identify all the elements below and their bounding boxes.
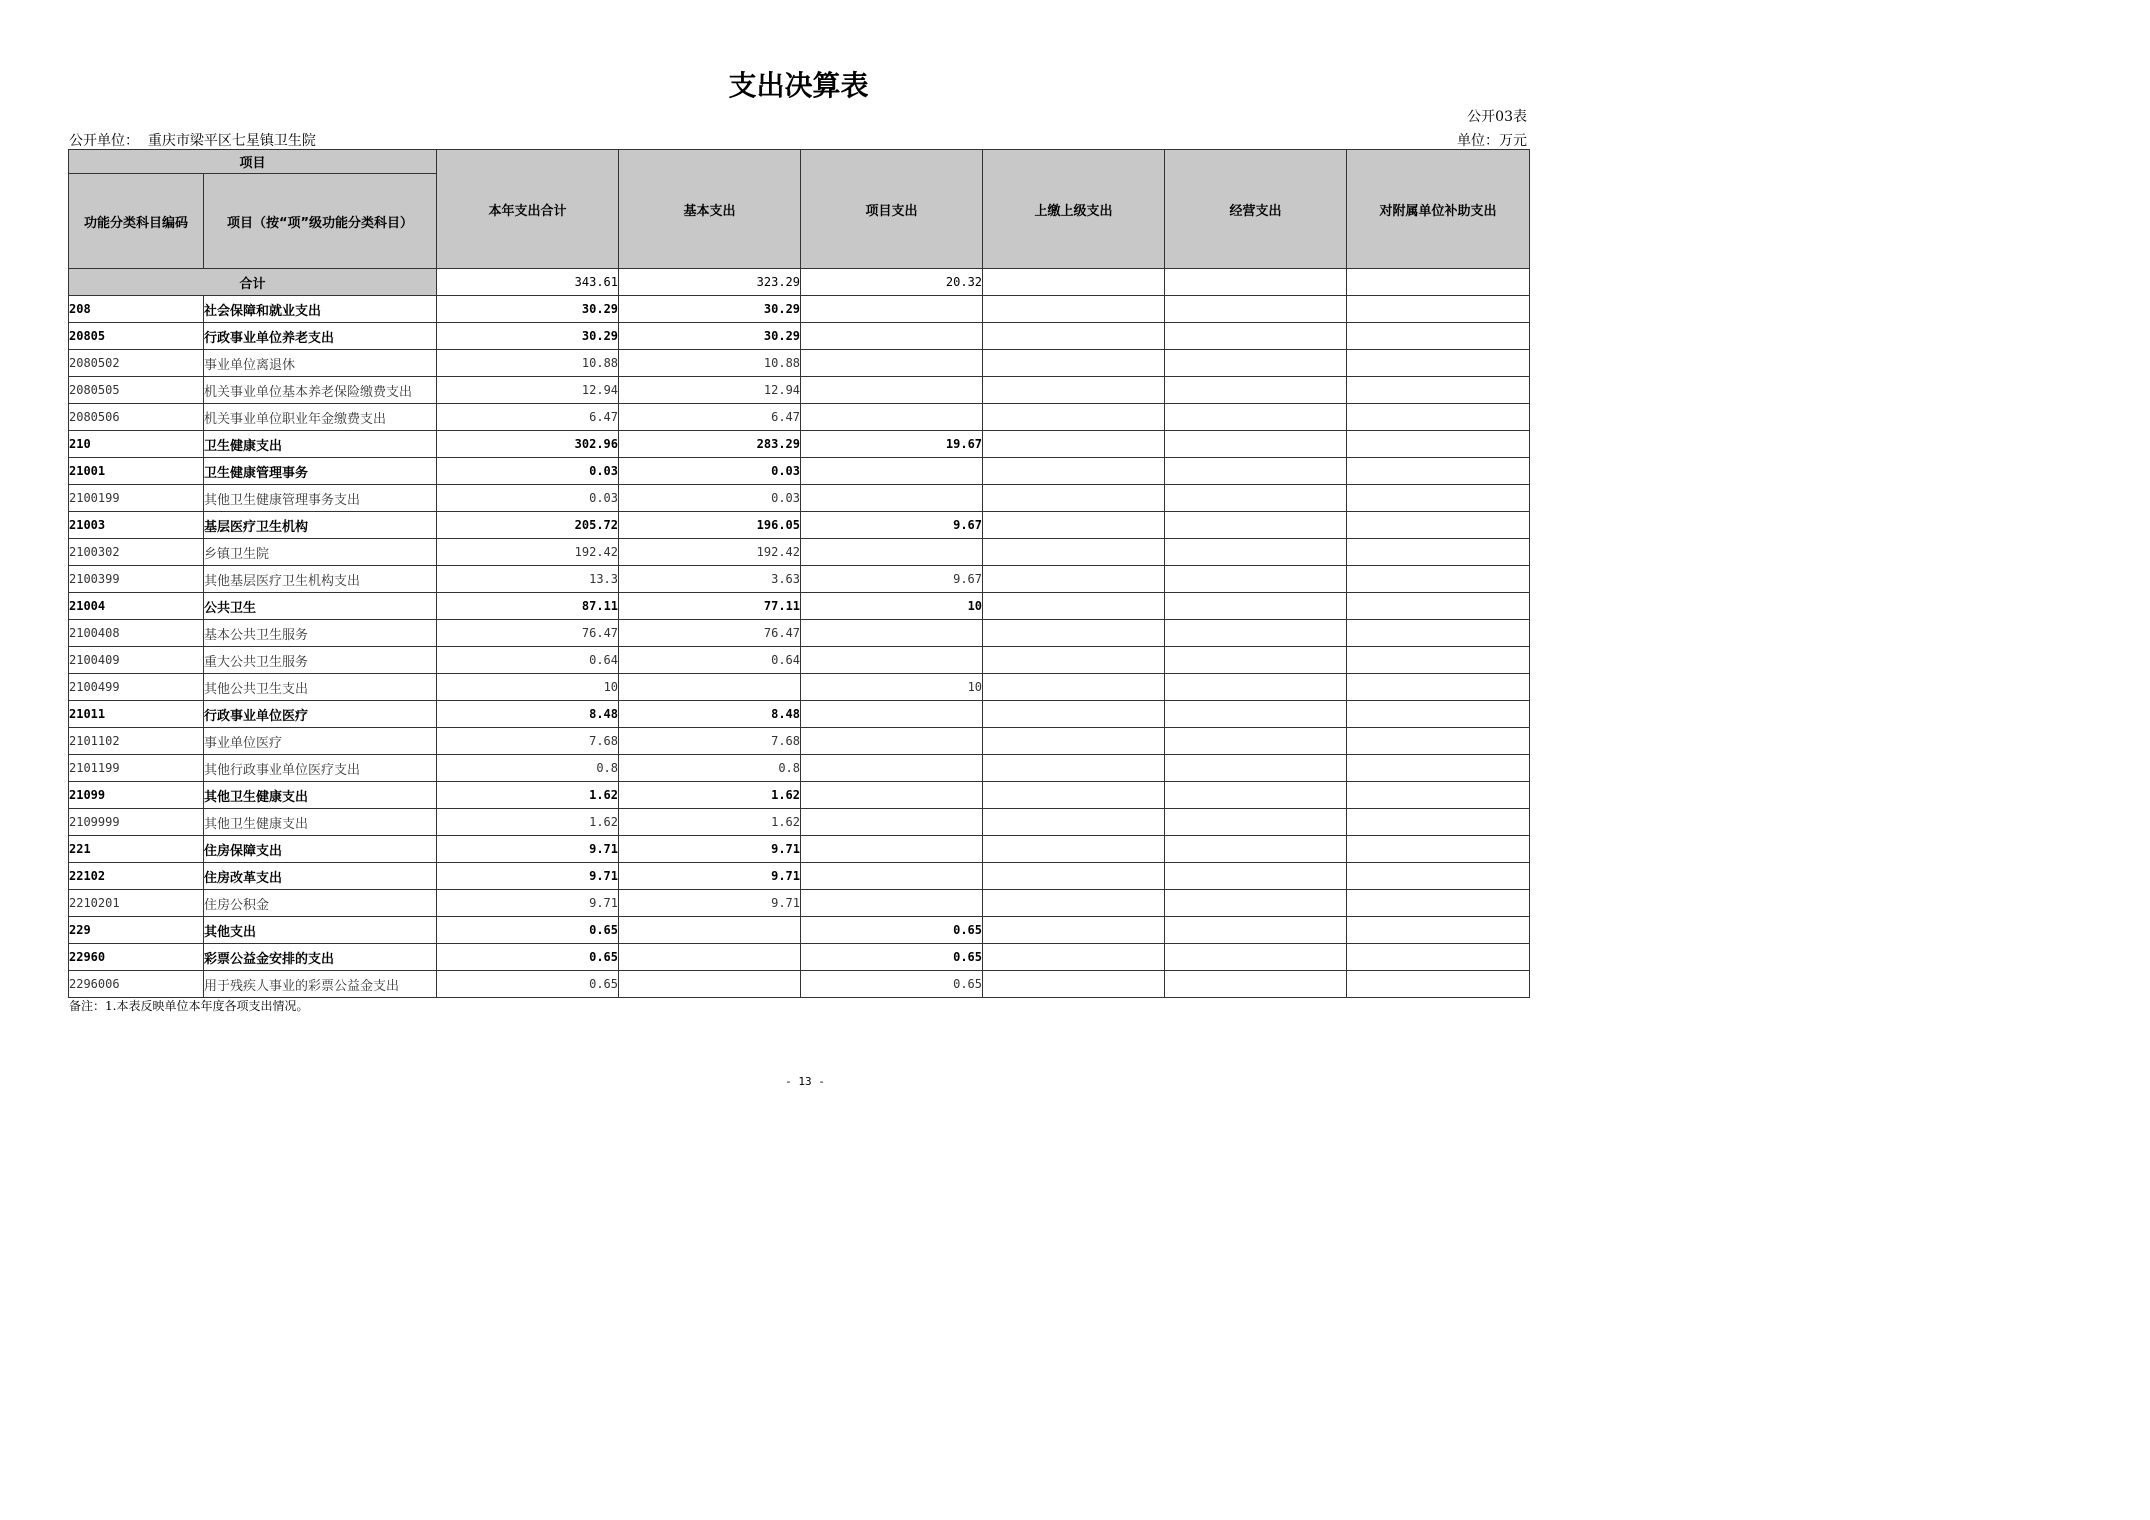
row-total: 10.88 bbox=[437, 350, 619, 377]
row-code: 2100499 bbox=[69, 674, 204, 701]
row-project: 0.65 bbox=[801, 944, 983, 971]
table-row bbox=[69, 323, 1530, 350]
row-subsidy bbox=[1347, 539, 1530, 566]
footnote: 备注：1.本表反映单位本年度各项支出情况。 bbox=[69, 999, 309, 1013]
row-project: 9.67 bbox=[801, 566, 983, 593]
header-total: 本年支出合计 bbox=[437, 150, 619, 269]
row-upper bbox=[983, 485, 1165, 512]
row-project bbox=[801, 323, 983, 350]
row-project bbox=[801, 350, 983, 377]
row-basic: 76.47 bbox=[619, 620, 801, 647]
row-subsidy bbox=[1347, 566, 1530, 593]
table-row bbox=[69, 782, 1530, 809]
row-project bbox=[801, 782, 983, 809]
row-subsidy bbox=[1347, 512, 1530, 539]
row-upper bbox=[983, 944, 1165, 971]
table-row bbox=[69, 539, 1530, 566]
row-name: 机关事业单位职业年金缴费支出 bbox=[204, 404, 437, 431]
table-row bbox=[69, 701, 1530, 728]
total-basic: 323.29 bbox=[619, 269, 801, 296]
row-subsidy bbox=[1347, 728, 1530, 755]
row-name: 社会保障和就业支出 bbox=[204, 296, 437, 323]
row-total: 8.48 bbox=[437, 701, 619, 728]
row-project: 9.67 bbox=[801, 512, 983, 539]
row-business bbox=[1165, 944, 1347, 971]
row-project: 10 bbox=[801, 674, 983, 701]
table-row bbox=[69, 512, 1530, 539]
row-business bbox=[1165, 350, 1347, 377]
row-total: 192.42 bbox=[437, 539, 619, 566]
row-business bbox=[1165, 296, 1347, 323]
row-subsidy bbox=[1347, 809, 1530, 836]
row-subsidy bbox=[1347, 836, 1530, 863]
row-upper bbox=[983, 809, 1165, 836]
row-project: 0.65 bbox=[801, 971, 983, 998]
total-business bbox=[1165, 269, 1347, 296]
header-business: 经营支出 bbox=[1165, 150, 1347, 269]
table-row bbox=[69, 944, 1530, 971]
row-basic: 30.29 bbox=[619, 296, 801, 323]
row-upper bbox=[983, 377, 1165, 404]
row-project bbox=[801, 377, 983, 404]
row-subsidy bbox=[1347, 755, 1530, 782]
row-upper bbox=[983, 755, 1165, 782]
row-subsidy bbox=[1347, 458, 1530, 485]
row-code: 210 bbox=[69, 431, 204, 458]
row-basic bbox=[619, 674, 801, 701]
row-upper bbox=[983, 512, 1165, 539]
row-subsidy bbox=[1347, 890, 1530, 917]
row-basic: 77.11 bbox=[619, 593, 801, 620]
table-row bbox=[69, 485, 1530, 512]
row-total: 10 bbox=[437, 674, 619, 701]
row-basic: 0.03 bbox=[619, 485, 801, 512]
row-upper bbox=[983, 674, 1165, 701]
row-subsidy bbox=[1347, 404, 1530, 431]
row-business bbox=[1165, 620, 1347, 647]
row-upper bbox=[983, 431, 1165, 458]
row-business bbox=[1165, 863, 1347, 890]
row-name: 基层医疗卫生机构 bbox=[204, 512, 437, 539]
row-project bbox=[801, 863, 983, 890]
row-code: 22102 bbox=[69, 863, 204, 890]
row-subsidy bbox=[1347, 944, 1530, 971]
row-subsidy bbox=[1347, 647, 1530, 674]
row-total: 6.47 bbox=[437, 404, 619, 431]
header-basic: 基本支出 bbox=[619, 150, 801, 269]
row-code: 2109999 bbox=[69, 809, 204, 836]
row-basic: 1.62 bbox=[619, 809, 801, 836]
row-subsidy bbox=[1347, 917, 1530, 944]
row-business bbox=[1165, 512, 1347, 539]
header-name: 项目（按“项”级功能分类科目） bbox=[204, 174, 437, 269]
row-name: 机关事业单位基本养老保险缴费支出 bbox=[204, 377, 437, 404]
header-upper: 上缴上级支出 bbox=[983, 150, 1165, 269]
row-basic: 196.05 bbox=[619, 512, 801, 539]
row-project bbox=[801, 701, 983, 728]
row-upper bbox=[983, 296, 1165, 323]
row-subsidy bbox=[1347, 971, 1530, 998]
row-basic: 283.29 bbox=[619, 431, 801, 458]
row-basic: 9.71 bbox=[619, 890, 801, 917]
row-project bbox=[801, 755, 983, 782]
row-code: 21001 bbox=[69, 458, 204, 485]
row-total: 205.72 bbox=[437, 512, 619, 539]
row-code: 2101102 bbox=[69, 728, 204, 755]
row-business bbox=[1165, 458, 1347, 485]
row-code: 2080506 bbox=[69, 404, 204, 431]
row-business bbox=[1165, 404, 1347, 431]
row-name: 其他公共卫生支出 bbox=[204, 674, 437, 701]
row-basic bbox=[619, 971, 801, 998]
row-basic: 30.29 bbox=[619, 323, 801, 350]
row-name: 行政事业单位医疗 bbox=[204, 701, 437, 728]
row-upper bbox=[983, 890, 1165, 917]
reporting-unit bbox=[69, 130, 316, 150]
row-project bbox=[801, 485, 983, 512]
row-subsidy bbox=[1347, 485, 1530, 512]
row-name: 其他行政事业单位医疗支出 bbox=[204, 755, 437, 782]
row-business bbox=[1165, 809, 1347, 836]
row-upper bbox=[983, 323, 1165, 350]
row-basic: 0.03 bbox=[619, 458, 801, 485]
row-name: 其他支出 bbox=[204, 917, 437, 944]
table-row bbox=[69, 647, 1530, 674]
row-total: 30.29 bbox=[437, 296, 619, 323]
row-code: 21011 bbox=[69, 701, 204, 728]
table-row bbox=[69, 377, 1530, 404]
row-upper bbox=[983, 836, 1165, 863]
row-project: 10 bbox=[801, 593, 983, 620]
row-upper bbox=[983, 566, 1165, 593]
row-basic bbox=[619, 944, 801, 971]
row-code: 21004 bbox=[69, 593, 204, 620]
expenditure-table bbox=[68, 149, 1530, 998]
row-business bbox=[1165, 755, 1347, 782]
header-item-group: 项目 bbox=[69, 150, 437, 174]
form-number: 公开03表 bbox=[1467, 109, 1527, 125]
row-code: 2100409 bbox=[69, 647, 204, 674]
table-row bbox=[69, 890, 1530, 917]
row-business bbox=[1165, 485, 1347, 512]
row-basic: 0.64 bbox=[619, 647, 801, 674]
row-subsidy bbox=[1347, 323, 1530, 350]
row-upper bbox=[983, 620, 1165, 647]
table-row bbox=[69, 296, 1530, 323]
table-row bbox=[69, 431, 1530, 458]
row-total: 0.65 bbox=[437, 971, 619, 998]
row-subsidy bbox=[1347, 350, 1530, 377]
row-total: 302.96 bbox=[437, 431, 619, 458]
row-subsidy bbox=[1347, 431, 1530, 458]
row-project bbox=[801, 620, 983, 647]
row-name: 其他卫生健康管理事务支出 bbox=[204, 485, 437, 512]
row-upper bbox=[983, 728, 1165, 755]
row-code: 2210201 bbox=[69, 890, 204, 917]
row-business bbox=[1165, 647, 1347, 674]
table-row bbox=[69, 917, 1530, 944]
row-name: 基本公共卫生服务 bbox=[204, 620, 437, 647]
row-basic: 7.68 bbox=[619, 728, 801, 755]
row-subsidy bbox=[1347, 782, 1530, 809]
row-project bbox=[801, 647, 983, 674]
page-number: - 13 - bbox=[785, 1075, 825, 1088]
row-business bbox=[1165, 782, 1347, 809]
row-business bbox=[1165, 323, 1347, 350]
table-row bbox=[69, 404, 1530, 431]
row-upper bbox=[983, 701, 1165, 728]
header-subsidy: 对附属单位补助支出 bbox=[1347, 150, 1530, 269]
row-basic: 8.48 bbox=[619, 701, 801, 728]
row-subsidy bbox=[1347, 296, 1530, 323]
table-row bbox=[69, 566, 1530, 593]
row-upper bbox=[983, 458, 1165, 485]
row-total: 7.68 bbox=[437, 728, 619, 755]
row-upper bbox=[983, 350, 1165, 377]
row-basic: 9.71 bbox=[619, 836, 801, 863]
row-name: 彩票公益金安排的支出 bbox=[204, 944, 437, 971]
row-upper bbox=[983, 917, 1165, 944]
table-row bbox=[69, 836, 1530, 863]
row-business bbox=[1165, 971, 1347, 998]
row-subsidy bbox=[1347, 674, 1530, 701]
row-total: 0.65 bbox=[437, 917, 619, 944]
row-basic: 12.94 bbox=[619, 377, 801, 404]
row-total: 0.65 bbox=[437, 944, 619, 971]
table-row bbox=[69, 458, 1530, 485]
row-project bbox=[801, 458, 983, 485]
row-business bbox=[1165, 728, 1347, 755]
row-subsidy bbox=[1347, 593, 1530, 620]
row-business bbox=[1165, 593, 1347, 620]
row-upper bbox=[983, 971, 1165, 998]
total-label: 合计 bbox=[69, 269, 437, 296]
row-upper bbox=[983, 593, 1165, 620]
row-total: 0.03 bbox=[437, 485, 619, 512]
row-upper bbox=[983, 647, 1165, 674]
row-project: 0.65 bbox=[801, 917, 983, 944]
row-project bbox=[801, 728, 983, 755]
row-name: 事业单位医疗 bbox=[204, 728, 437, 755]
row-name: 公共卫生 bbox=[204, 593, 437, 620]
row-business bbox=[1165, 701, 1347, 728]
row-total: 9.71 bbox=[437, 890, 619, 917]
table-row bbox=[69, 593, 1530, 620]
total-total: 343.61 bbox=[437, 269, 619, 296]
row-subsidy bbox=[1347, 701, 1530, 728]
row-name: 乡镇卫生院 bbox=[204, 539, 437, 566]
row-name: 其他基层医疗卫生机构支出 bbox=[204, 566, 437, 593]
table-row bbox=[69, 350, 1530, 377]
row-name: 重大公共卫生服务 bbox=[204, 647, 437, 674]
row-upper bbox=[983, 782, 1165, 809]
table-row bbox=[69, 755, 1530, 782]
row-project bbox=[801, 404, 983, 431]
row-code: 2100399 bbox=[69, 566, 204, 593]
row-project bbox=[801, 836, 983, 863]
row-upper bbox=[983, 539, 1165, 566]
row-name: 其他卫生健康支出 bbox=[204, 782, 437, 809]
row-total: 0.8 bbox=[437, 755, 619, 782]
row-basic: 6.47 bbox=[619, 404, 801, 431]
row-total: 0.03 bbox=[437, 458, 619, 485]
row-basic: 9.71 bbox=[619, 863, 801, 890]
row-code: 21003 bbox=[69, 512, 204, 539]
total-upper bbox=[983, 269, 1165, 296]
row-code: 22960 bbox=[69, 944, 204, 971]
row-code: 2296006 bbox=[69, 971, 204, 998]
row-name: 行政事业单位养老支出 bbox=[204, 323, 437, 350]
header-project: 项目支出 bbox=[801, 150, 983, 269]
table-row bbox=[69, 863, 1530, 890]
row-code: 21099 bbox=[69, 782, 204, 809]
row-basic: 192.42 bbox=[619, 539, 801, 566]
row-code: 2101199 bbox=[69, 755, 204, 782]
row-subsidy bbox=[1347, 620, 1530, 647]
row-business bbox=[1165, 539, 1347, 566]
row-project bbox=[801, 539, 983, 566]
row-project: 19.67 bbox=[801, 431, 983, 458]
total-project: 20.32 bbox=[801, 269, 983, 296]
row-name: 住房改革支出 bbox=[204, 863, 437, 890]
table-row bbox=[69, 728, 1530, 755]
row-upper bbox=[983, 863, 1165, 890]
row-name: 住房保障支出 bbox=[204, 836, 437, 863]
row-code: 2100408 bbox=[69, 620, 204, 647]
row-subsidy bbox=[1347, 377, 1530, 404]
row-business bbox=[1165, 431, 1347, 458]
row-name: 卫生健康管理事务 bbox=[204, 458, 437, 485]
row-total: 30.29 bbox=[437, 323, 619, 350]
row-code: 229 bbox=[69, 917, 204, 944]
row-business bbox=[1165, 836, 1347, 863]
row-project bbox=[801, 296, 983, 323]
row-basic: 10.88 bbox=[619, 350, 801, 377]
row-basic: 0.8 bbox=[619, 755, 801, 782]
table-row bbox=[69, 620, 1530, 647]
row-business bbox=[1165, 674, 1347, 701]
row-subsidy bbox=[1347, 863, 1530, 890]
row-code: 2100199 bbox=[69, 485, 204, 512]
table-row bbox=[69, 971, 1530, 998]
row-total: 1.62 bbox=[437, 782, 619, 809]
row-upper bbox=[983, 404, 1165, 431]
row-name: 卫生健康支出 bbox=[204, 431, 437, 458]
row-name: 用于残疾人事业的彩票公益金支出 bbox=[204, 971, 437, 998]
row-basic bbox=[619, 917, 801, 944]
currency-unit: 单位：万元 bbox=[1457, 133, 1527, 149]
row-code: 208 bbox=[69, 296, 204, 323]
row-total: 76.47 bbox=[437, 620, 619, 647]
row-code: 221 bbox=[69, 836, 204, 863]
row-name: 其他卫生健康支出 bbox=[204, 809, 437, 836]
row-total: 9.71 bbox=[437, 863, 619, 890]
row-total: 1.62 bbox=[437, 809, 619, 836]
row-business bbox=[1165, 566, 1347, 593]
header-code: 功能分类科目编码 bbox=[69, 174, 204, 269]
table-row bbox=[69, 674, 1530, 701]
total-subsidy bbox=[1347, 269, 1530, 296]
total-row bbox=[69, 269, 1530, 296]
row-total: 12.94 bbox=[437, 377, 619, 404]
row-business bbox=[1165, 377, 1347, 404]
row-total: 9.71 bbox=[437, 836, 619, 863]
row-project bbox=[801, 890, 983, 917]
row-code: 2100302 bbox=[69, 539, 204, 566]
row-basic: 1.62 bbox=[619, 782, 801, 809]
row-name: 事业单位离退休 bbox=[204, 350, 437, 377]
row-code: 2080502 bbox=[69, 350, 204, 377]
row-name: 住房公积金 bbox=[204, 890, 437, 917]
row-project bbox=[801, 809, 983, 836]
row-business bbox=[1165, 890, 1347, 917]
reporting-unit-label: 公开单位： bbox=[69, 133, 139, 149]
row-business bbox=[1165, 917, 1347, 944]
table-row bbox=[69, 809, 1530, 836]
row-total: 87.11 bbox=[437, 593, 619, 620]
page-title: 支出决算表 bbox=[728, 69, 869, 102]
row-basic: 3.63 bbox=[619, 566, 801, 593]
row-code: 2080505 bbox=[69, 377, 204, 404]
row-total: 13.3 bbox=[437, 566, 619, 593]
reporting-unit-name: 重庆市梁平区七星镇卫生院 bbox=[147, 133, 316, 149]
row-total: 0.64 bbox=[437, 647, 619, 674]
row-code: 20805 bbox=[69, 323, 204, 350]
